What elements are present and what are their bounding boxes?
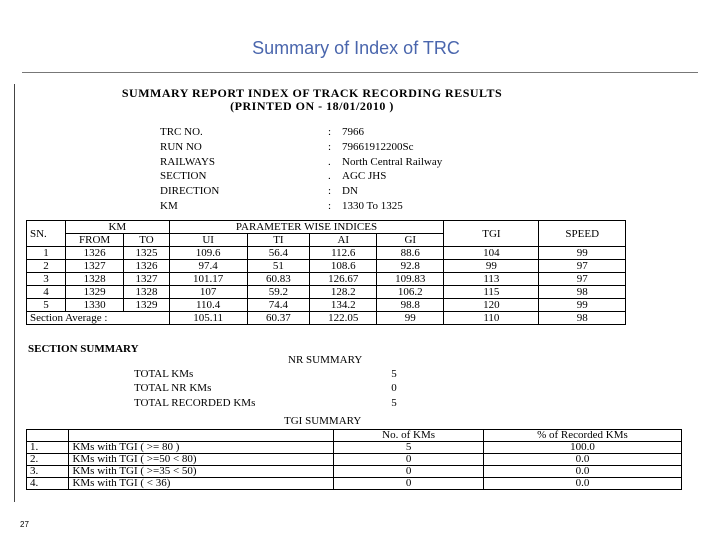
info-value: 1330 To 1325 [342, 199, 403, 212]
cell-ti: 56.4 [247, 247, 310, 260]
tgi-row [27, 454, 682, 466]
tgi-summary-title: TGI SUMMARY [284, 415, 362, 427]
cell-ai: 134.2 [310, 299, 377, 312]
tgi-row-pct: 0.0 [483, 478, 681, 490]
title-divider [22, 72, 698, 73]
cell-gi: 109.83 [377, 273, 444, 286]
tgi-header-kms: No. of KMs [334, 430, 484, 442]
tgi-row-label: KMs with TGI ( >=50 < 80) [69, 454, 334, 466]
cell-ui: 107 [169, 286, 247, 299]
cell-to: 1325 [124, 247, 169, 260]
tgi-row-label: KMs with TGI ( < 36) [69, 478, 334, 490]
info-label: RUN NO [160, 140, 202, 153]
page-number: 27 [20, 520, 29, 529]
table-header-row [27, 221, 626, 234]
cell-to: 1329 [124, 299, 169, 312]
tgi-row-kms: 0 [334, 454, 484, 466]
cell-to: 1326 [124, 260, 169, 273]
scanned-report [22, 84, 682, 502]
nr-label: TOTAL KMs [134, 368, 194, 380]
info-row [160, 140, 442, 155]
cell-ti: 60.83 [247, 273, 310, 286]
cell-sn: 2 [27, 260, 66, 273]
tgi-row-no: 2. [27, 454, 69, 466]
info-separator: . [328, 170, 331, 183]
tgi-row-pct: 0.0 [483, 466, 681, 478]
tgi-header-pct: % of Recorded KMs [483, 430, 681, 442]
table-row [27, 286, 626, 299]
section-average-label: Section Average : [27, 312, 170, 325]
info-row [160, 169, 442, 184]
cell-to: 1327 [124, 273, 169, 286]
cell-gi: 88.6 [377, 247, 444, 260]
header-to: TO [124, 234, 169, 247]
tgi-row-kms: 0 [334, 478, 484, 490]
cell-sn: 5 [27, 299, 66, 312]
info-value: DN [342, 185, 358, 198]
cell-tgi: 104 [444, 247, 539, 260]
cell-gi: 92.8 [377, 260, 444, 273]
tgi-header-row [27, 430, 682, 442]
avg-ui: 105.11 [169, 312, 247, 325]
tgi-row-label: KMs with TGI ( >=35 < 50) [69, 466, 334, 478]
info-separator: : [328, 185, 332, 198]
cell-from: 1326 [65, 247, 123, 260]
info-label: SECTION [160, 170, 207, 183]
info-separator: : [328, 140, 332, 153]
cell-gi: 106.2 [377, 286, 444, 299]
tgi-row [27, 466, 682, 478]
cell-from: 1329 [65, 286, 123, 299]
cell-ai: 126.67 [310, 273, 377, 286]
indices-table [26, 220, 626, 325]
info-value: AGC JHS [342, 170, 387, 183]
info-row [160, 125, 442, 140]
header-ti: TI [247, 234, 310, 247]
report-title: SUMMARY REPORT INDEX OF TRACK RECORDING RESULTS [121, 86, 503, 100]
cell-speed: 97 [539, 260, 626, 273]
tgi-row-label: KMs with TGI ( >= 80 ) [69, 442, 334, 454]
avg-ai: 122.05 [310, 312, 377, 325]
info-value: 7966 [342, 126, 364, 138]
tgi-row [27, 478, 682, 490]
table-row [27, 247, 626, 260]
info-row [160, 155, 442, 170]
tgi-header-blank [69, 430, 334, 442]
info-value: 79661912200Sc [342, 140, 414, 153]
cell-tgi: 120 [444, 299, 539, 312]
cell-ui: 110.4 [169, 299, 247, 312]
header-gi: GI [377, 234, 444, 247]
cell-from: 1330 [65, 299, 123, 312]
cell-ti: 59.2 [247, 286, 310, 299]
cell-ui: 101.17 [169, 273, 247, 286]
cell-ui: 97.4 [169, 260, 247, 273]
tgi-row-pct: 0.0 [483, 454, 681, 466]
nr-summary-row [134, 367, 404, 381]
cell-tgi: 113 [444, 273, 539, 286]
header-tgi: TGI [444, 221, 539, 247]
cell-ai: 128.2 [310, 286, 377, 299]
nr-summary-row [134, 381, 404, 395]
info-separator: . [328, 155, 331, 168]
avg-gi: 99 [377, 312, 444, 325]
header-ui: UI [169, 234, 247, 247]
cell-ai: 112.6 [310, 247, 377, 260]
nr-label: TOTAL NR KMs [134, 382, 212, 395]
cell-ti: 51 [247, 260, 310, 273]
cell-speed: 97 [539, 273, 626, 286]
nr-summary-row [134, 396, 404, 410]
cell-to: 1328 [124, 286, 169, 299]
header-parameter-indices: PARAMETER WISE INDICES [169, 221, 444, 234]
table-row [27, 273, 626, 286]
info-label: DIRECTION [160, 185, 220, 198]
cell-sn: 1 [27, 247, 66, 260]
cell-speed: 98 [539, 286, 626, 299]
tgi-row-no: 1. [27, 442, 69, 454]
section-summary-title: SECTION SUMMARY [28, 343, 139, 355]
cell-speed: 99 [539, 299, 626, 312]
cell-ui: 109.6 [169, 247, 247, 260]
nr-value: 5 [391, 396, 397, 409]
header-km: KM [65, 221, 169, 234]
tgi-row-kms: 5 [334, 442, 484, 454]
cell-from: 1327 [65, 260, 123, 273]
header-ai: AI [310, 234, 377, 247]
nr-value: 5 [391, 368, 397, 380]
cell-speed: 99 [539, 247, 626, 260]
cell-ti: 74.4 [247, 299, 310, 312]
info-label: KM [160, 199, 178, 212]
header-sn: SN. [27, 221, 66, 247]
tgi-row-no: 3. [27, 466, 69, 478]
avg-ti: 60.37 [247, 312, 310, 325]
info-separator: : [328, 126, 332, 138]
cell-sn: 4 [27, 286, 66, 299]
report-printed-on: (PRINTED ON - 18/01/2010 ) [230, 99, 394, 113]
slide-title: Summary of Index of TRC [252, 38, 460, 58]
section-average-row [27, 312, 626, 325]
table-row [27, 299, 626, 312]
info-row [160, 184, 442, 199]
cell-from: 1328 [65, 273, 123, 286]
nr-summary [134, 367, 404, 410]
cell-tgi: 99 [444, 260, 539, 273]
header-from: FROM [65, 234, 123, 247]
tgi-row-no: 4. [27, 478, 69, 490]
cell-ai: 108.6 [310, 260, 377, 273]
info-label: RAILWAYS [160, 155, 216, 168]
info-row [160, 199, 442, 214]
cell-sn: 3 [27, 273, 66, 286]
tgi-row [27, 442, 682, 454]
avg-tgi: 110 [444, 312, 539, 325]
scan-left-border [14, 84, 15, 502]
table-row [27, 260, 626, 273]
avg-speed: 98 [539, 312, 626, 325]
nr-summary-title: NR SUMMARY [288, 354, 363, 366]
info-separator: : [328, 199, 332, 212]
tgi-summary-table [26, 429, 682, 490]
nr-label: TOTAL RECORDED KMs [134, 396, 256, 409]
tgi-header-blank [27, 430, 69, 442]
tgi-row-kms: 0 [334, 466, 484, 478]
cell-tgi: 115 [444, 286, 539, 299]
cell-gi: 98.8 [377, 299, 444, 312]
header-speed: SPEED [539, 221, 626, 247]
info-label: TRC NO. [160, 126, 203, 138]
info-value: North Central Railway [342, 155, 443, 168]
nr-value: 0 [391, 382, 397, 395]
tgi-row-pct: 100.0 [483, 442, 681, 454]
run-info [160, 125, 442, 214]
